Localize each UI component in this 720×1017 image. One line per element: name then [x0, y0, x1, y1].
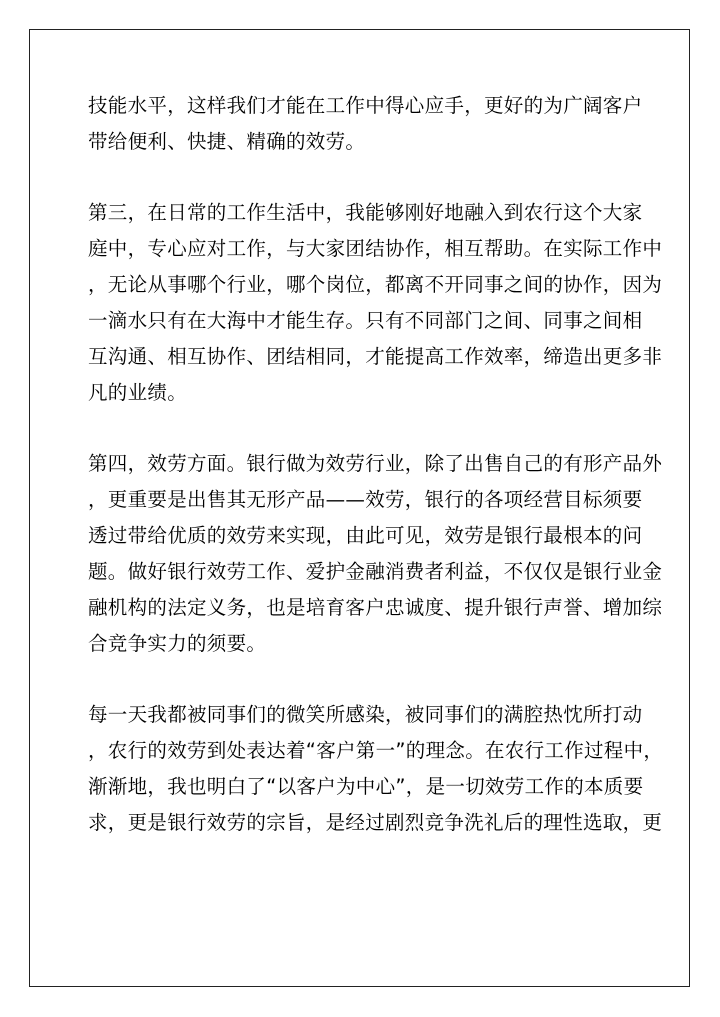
- text-line: ，无论从事哪个行业，哪个岗位，都离不开同事之间的协作，因为: [88, 273, 663, 296]
- text-line: 渐渐地，我也明白了“以客户为中心”，是一切效劳工作的本质要: [88, 775, 644, 798]
- text-line: 凡的业绩。: [88, 381, 188, 404]
- text-line: 求，更是银行效劳的宗旨，是经过剧烈竞争洗礼后的理性选取，更: [88, 811, 663, 834]
- text-line: 每一天我都被同事们的微笑所感染，被同事们的满腔热忱所打动: [88, 703, 643, 726]
- text-line: 合竞争实力的须要。: [88, 632, 267, 655]
- paragraph: [88, 195, 663, 411]
- document-body: [88, 88, 664, 841]
- text-line: 透过带给优质的效劳来实现，由此可见，效劳是银行最根本的问: [88, 524, 643, 547]
- text-line: 题。做好银行效劳工作、爱护金融消费者利益，不仅仅是银行业金: [88, 560, 663, 583]
- text-line: 庭中，专心应对工作，与大家团结协作，相互帮助。在实际工作中: [88, 237, 663, 260]
- paragraph: [88, 88, 648, 160]
- text-line: 互沟通、相互协作、团结相同，才能提高工作效率，缔造出更多非: [88, 345, 663, 368]
- paragraph-spacer: [88, 411, 648, 446]
- text-line: 带给便利、快捷、精确的效劳。: [88, 130, 366, 153]
- text-line: 一滴水只有在大海中才能生存。只有不同部门之间、同事之间相: [88, 309, 643, 332]
- paragraph-spacer: [88, 160, 648, 195]
- text-line: ，更重要是出售其无形产品——效劳，银行的各项经营目标须要: [88, 488, 643, 511]
- text-line: 第四，效劳方面。银行做为效劳行业，除了出售自己的有形产品外: [88, 452, 663, 475]
- text-line: 技能水平，这样我们才能在工作中得心应手，更好的为广阔客户: [88, 94, 643, 117]
- paragraph: [88, 697, 664, 841]
- text-line: 融机构的法定义务，也是培育客户忠诚度、提升银行声誉、增加综: [88, 596, 663, 619]
- paragraph: [88, 446, 663, 662]
- text-line: 第三，在日常的工作生活中，我能够刚好地融入到农行这个大家: [88, 201, 643, 224]
- paragraph-spacer: [88, 662, 648, 697]
- text-line: ，农行的效劳到处表达着“客户第一”的理念。在农行工作过程中，: [88, 739, 664, 762]
